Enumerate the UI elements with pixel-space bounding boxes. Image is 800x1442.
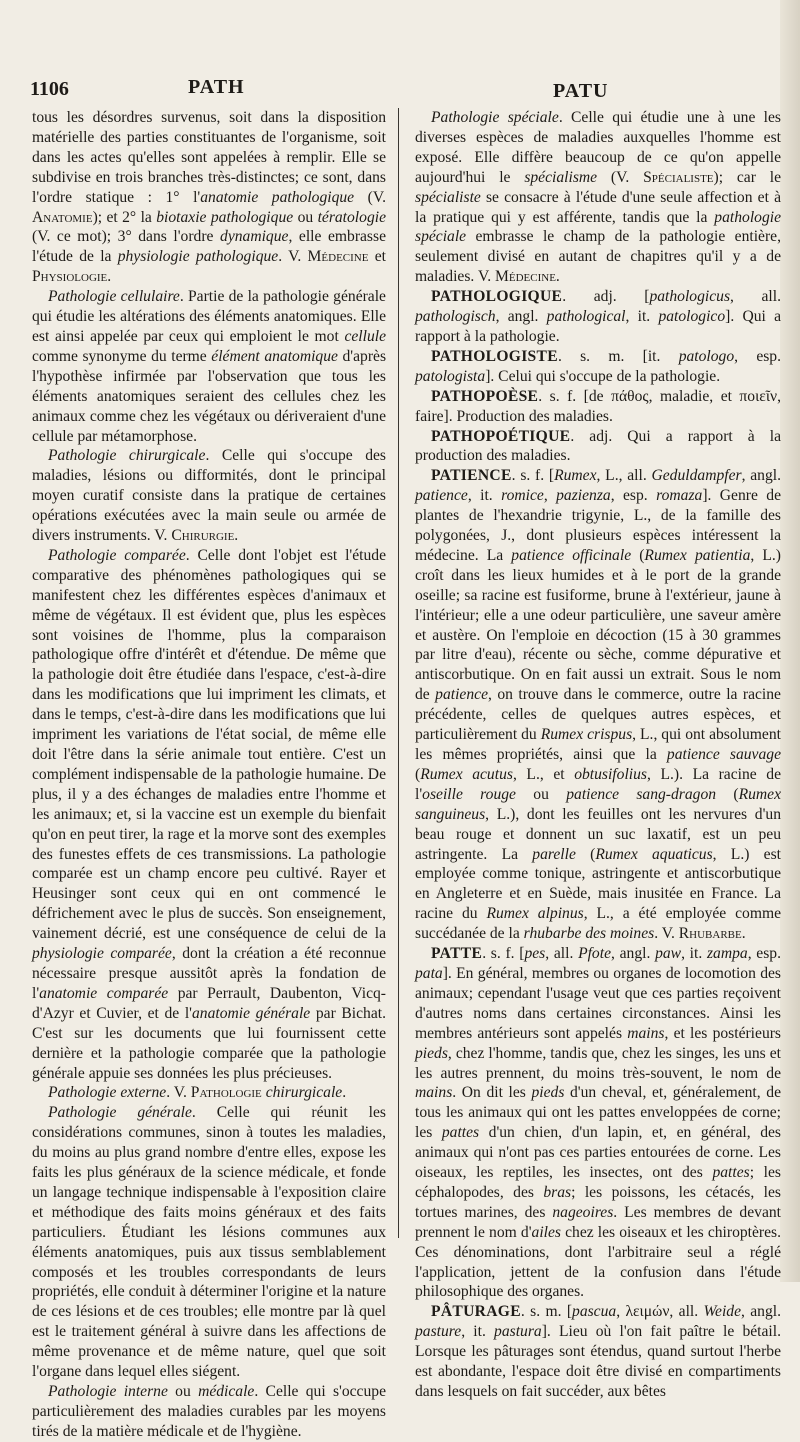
text-run: pathological — [546, 308, 626, 326]
text-run: ]. Qui a rapport à la pathologie. — [415, 308, 781, 345]
text-run: Rumex — [554, 467, 597, 485]
paragraph-p4 — [32, 1083, 386, 1103]
text-run: , esp. — [610, 487, 657, 505]
text-run: , elle embrasse l'étude de la — [32, 228, 386, 266]
text-run: ( — [575, 845, 596, 863]
text-run: Rumex acutus — [420, 765, 513, 783]
text-run: patologo — [678, 347, 735, 365]
text-run: pathologicus — [649, 288, 731, 306]
text-run: ou — [293, 208, 318, 226]
text-run: Pathologie spéciale — [431, 109, 559, 126]
text-run: , L., all. — [596, 467, 652, 485]
text-run: patience sang-dragon — [566, 785, 717, 803]
text-run: zampa — [706, 945, 748, 963]
text-run: ailes — [531, 1223, 561, 1241]
text-run: . adj. Qui a rapport à la production des maladies. — [415, 427, 781, 465]
text-run: , λειμών, all. — [616, 1303, 704, 1321]
paragraph-q7 — [415, 1302, 781, 1402]
text-run: Pathologie comparée — [48, 546, 186, 564]
text-run: romice — [501, 487, 544, 505]
text-run: . Partie de la pathologie générale qui étudie les altérations des éléments anatomiques. Elle est ainsi appelée par ceux qui emploient le mot — [32, 288, 386, 345]
entry-headword: PATHOPOÉTIQUE — [431, 427, 571, 445]
text-run: patologista — [415, 367, 486, 385]
entry-headword: PÂTURAGE — [431, 1303, 521, 1321]
entry-headword: PATIENCE — [431, 467, 512, 485]
text-run: (V. — [354, 188, 386, 206]
text-run: . — [107, 268, 112, 286]
text-run: ); et 2° la — [92, 208, 157, 226]
text-run: Rumex crispus — [540, 726, 633, 744]
text-run: , L.) croît dans les lieux humides et à le port de la grande oseille; sa racine est fusiforme, brune à l'extérieur, jaune à l'intérieur; elle a une odeur particulière, une saveur amère et austère. On l'emploie en décoction (15 à 30 grammes par litre d'eau), récente ou sèche, comme dépurative et antiscorbutique. On en fait aussi un extrait. Sous le nom de — [415, 546, 782, 704]
text-run: patience officinale — [511, 546, 632, 564]
text-run: . Celle dont l'objet est l'étude comparative des phénomènes pathologiques qui se manifestent chez les différentes espèces d'animaux et même de végétaux. Il est évident que, plus les espèces sont voisines de l'homme, plus la comparaison pathologique offre d'intérêt et d'étendue. De même que la pathologie doit être étudiée dans l'espace, c'est-à-dire dans les modifications que lui impriment les climats, et dans le temps, c'est-à-dire dans les modifications que lui impriment les variations de l'état social, de même elle doit l'être dans la série animale tout entière. C'est un complément indispensable de la pathologie humaine. De plus, il y a des échanges de maladies entre l'homme et les animaux; et, si la vaccine est un exemple du bienfait qu'on en peut tirer, la rage et la morve sont des exemples des funestes effets de ces transmissions. La pathologie comparée est un champ encore peu cultivé. Rayer et Heusinger sont ceux qui en ont commencé le défrichement avec le plus de succès. Son enseignement, vainement décrié, est une conséquence de celui de la — [32, 546, 387, 943]
text-run: , esp. — [734, 347, 781, 365]
text-run: . Celle qui étudie une à une les diverses espèces de maladies auxquelles l'homme est exposé. Elle diffère beaucoup de ce qu'on appelle aujourd'hui le — [415, 109, 782, 186]
text-run: pastura — [494, 1323, 542, 1341]
text-run: d'après l'hypothèse infirmée par l'observation que tous les éléments anatomiques seraient des cellules chez les animaux comme chez les végétaux ou dériveraient d'une cellule par métamorphose. — [32, 347, 387, 445]
text-run: d'un cheval, et, généralement, de tous les animaux qui ont les pattes enveloppées de corne; les — [415, 1084, 781, 1142]
paragraph-p2 — [32, 446, 386, 546]
text-run: ]. En général, membres ou organes de locomotion des animaux; cependant l'usage veut que ces parties reçoivent d'autres noms dans certaines circonstances. Ainsi les membres antérieurs sont appelés — [415, 964, 781, 1042]
text-run: , esp. — [747, 945, 781, 963]
paragraph-q0 — [415, 108, 781, 287]
paragraph-q2 — [415, 347, 781, 387]
text-run: pasture — [415, 1323, 462, 1341]
text-run: Médecine — [495, 268, 556, 286]
text-run: pascua — [572, 1303, 617, 1321]
text-run: , L., et — [512, 765, 575, 783]
text-run: mains — [627, 1024, 665, 1042]
text-run: Physiologie — [32, 268, 108, 286]
text-run: , et les postérieurs — [664, 1024, 781, 1042]
text-run: physiologie comparée — [32, 945, 172, 963]
text-run: comme synonyme du terme — [32, 347, 212, 365]
text-run: Pathologie cellulaire — [48, 288, 180, 306]
text-run: ( — [415, 765, 421, 783]
text-run: (V. — [597, 168, 644, 186]
text-run: médicale — [198, 1383, 255, 1400]
text-run: . s. f. [de πάθος, maladie, et ποιεῖν, faire]. Production des maladies. — [415, 387, 781, 425]
paragraph-q4 — [415, 427, 781, 467]
text-run: . s. m. [it. — [557, 347, 679, 365]
text-run: physiologie pathologique — [117, 248, 279, 266]
text-run: Rumex aquaticus — [595, 845, 713, 863]
text-run: romaza — [656, 487, 703, 505]
paragraph-p5 — [32, 1103, 386, 1382]
text-run: , it. — [461, 1323, 495, 1341]
text-run: . On dit les — [452, 1084, 532, 1102]
text-run: spécialisme — [524, 168, 598, 186]
text-run: . s. m. [ — [520, 1303, 573, 1321]
text-run: pieds — [415, 1044, 448, 1062]
text-run: patience sauvage — [666, 746, 781, 763]
text-run: Rumex alpinus — [486, 905, 584, 923]
text-run: ( — [631, 546, 645, 564]
text-run: Pathologie générale — [48, 1104, 192, 1122]
text-run: ou — [515, 785, 567, 803]
text-run: Rhubarbe — [678, 925, 742, 943]
column-rule — [398, 108, 399, 1238]
text-run: , it. — [625, 308, 659, 326]
left-column — [32, 108, 386, 1442]
entry-headword: PATHOLOGIQUE — [431, 288, 563, 306]
text-run: , all. — [545, 945, 579, 963]
text-run: . V. — [166, 1084, 191, 1102]
text-run: dynamique — [220, 228, 289, 246]
text-run: , L.). La racine de l' — [415, 765, 781, 803]
text-run: Rumex sanguineus — [415, 785, 782, 823]
page-number: 1106 — [30, 78, 69, 100]
text-run: . Les membres de devant prennent le nom d' — [415, 1203, 781, 1241]
text-run: pata — [415, 964, 443, 982]
text-run: Pathologie externe — [48, 1084, 167, 1102]
text-run: biotaxie pathologique — [156, 208, 294, 226]
text-run: Pathologie chirurgicale — [48, 447, 206, 465]
text-run: Pathologie — [190, 1084, 262, 1102]
text-run: , it. — [681, 945, 707, 963]
text-run: spécialiste — [415, 188, 481, 206]
text-run: anatomie comparée — [39, 984, 169, 1002]
text-run: tous les désordres survenus, soit dans la disposition matérielle des parties constituantes de l'organisme, soit dans les actes qu'elles sont appelées à remplir. Elle se subdivise en trois branches très-distinctes; ce sont, dans l'ordre statique : 1° l' — [32, 109, 386, 206]
text-run: . V. — [654, 925, 679, 943]
paragraph-p0 — [32, 108, 386, 287]
text-run: pattes — [441, 1124, 480, 1142]
text-run: par Bichat. C'est sur les documents que lui fournissent cette dernière et la pathologie comparée que la pathologie générale appuie ses données les plus précieuses. — [32, 1004, 386, 1082]
text-run: rhubarbe des moines — [523, 925, 655, 943]
text-run: pieds — [531, 1084, 565, 1102]
text-run: . Celle qui réunit les considérations communes, sinon à toutes les maladies, du moins au plus grand nombre d'entre elles, expose les faits les plus généraux de la science médicale, et fonde un langage technique indispensable à l'exposition claire et méthodique des faits moins généraux et des faits particuliers. Étudiant les lésions communes aux éléments anatomiques, puis aux tissus semblablement composés et les troubles correspondants de leurs propriétés, elle conduit à déterminer l'origine et la nature de ces lésions et de ces troubles; elle montre par là quel est le traitement général à suivre dans les affections de même provenance et de même nature, quel que soit l'organe dans lequel elles siégent. — [32, 1104, 386, 1381]
text-run: , angl. — [495, 308, 547, 326]
text-run: Pfote — [578, 945, 611, 963]
text-run: Chirurgie — [171, 527, 235, 545]
text-run: pattes — [712, 1164, 750, 1182]
text-run: , — [543, 487, 557, 505]
text-run: , it. — [467, 487, 502, 505]
text-run: , all. — [730, 288, 781, 306]
text-run: , angl. — [741, 1303, 781, 1321]
text-run: , L., qui ont absolument les mêmes propriétés, ainsi que la — [415, 726, 781, 763]
text-run: ou — [167, 1383, 199, 1400]
text-run: se consacre à l'étude d'une seule affection et à la pratique qui y est afférente, tandis que la — [415, 188, 781, 226]
text-run: parelle — [532, 845, 576, 863]
entry-headword: PATHOLOGISTE — [431, 347, 558, 365]
text-run: , angl. — [611, 945, 656, 963]
text-run: , on trouve dans le commerce, outre la racine précédente, celles de quelques autres espèces, et particulièrement du — [415, 686, 781, 744]
text-run: (V. ce mot); 3° dans l'ordre — [32, 228, 221, 246]
text-run: ( — [716, 785, 739, 803]
text-run: . Celle qui s'occupe des maladies, lésions ou difformités, dont le principal moyen curatif consiste dans la pratique de certaines opérations exécutées avec la main seule ou armée de divers instruments. V. — [32, 447, 386, 545]
text-run: pathologie spéciale — [415, 208, 781, 246]
text-run: ); car le — [713, 168, 782, 186]
text-run: d'un chien, d'un lapin, et, en général, des animaux qui n'ont pas ces parties entourées de corne. Les oiseaux, les reptiles, les insectes, ont des — [415, 1124, 781, 1182]
text-run: , L.) est employée comme tonique, astringente et antiscorbutique en Angleterre et en Suède, mais inusitée en France. La racine du — [415, 845, 782, 923]
text-run: anatomie pathologique — [200, 188, 355, 206]
paragraph-q5 — [415, 466, 781, 944]
text-run: ]. Celui qui s'occupe de la pathologie. — [485, 367, 721, 385]
text-run: Pathologie interne — [48, 1383, 168, 1400]
page-edge-shadow — [780, 0, 800, 1282]
text-run: . s. f. [ — [511, 467, 555, 485]
text-run: . s. f. [ — [482, 945, 525, 963]
text-run: Médecine — [307, 248, 369, 266]
text-run: pathologisch — [415, 308, 496, 326]
text-run: patience — [415, 487, 468, 505]
text-run: ; les poissons, les cétacés, les tortues marines, des — [415, 1183, 781, 1221]
text-run: bras — [543, 1183, 572, 1201]
text-run: chirurgicale — [265, 1084, 343, 1102]
paragraph-q6 — [415, 944, 781, 1302]
text-run: élément anatomique — [211, 347, 338, 365]
text-run: Rumex patientia — [644, 546, 751, 564]
text-run: patience — [435, 686, 488, 704]
text-run: pazienza — [556, 487, 611, 505]
text-run: Geduldampfer — [651, 467, 742, 485]
paragraph-p6 — [32, 1382, 386, 1442]
text-run: oseille rouge — [422, 785, 516, 803]
text-run: pes — [524, 945, 546, 963]
text-run: . Celle qui s'occupe particulièrement des maladies curables par les moyens tirés de la matière médicale et de l'hygiène. — [32, 1383, 386, 1440]
text-run: , dont la création a été reconnue nécessaire presque aussitôt après la fondation de l' — [32, 945, 386, 1002]
paragraph-q1 — [415, 287, 781, 347]
text-run: cellule — [344, 327, 386, 345]
left-running-head: PATH — [188, 76, 245, 98]
text-run: , L., a été employée comme succédanée de la — [415, 905, 782, 943]
entry-headword: PATTE — [431, 945, 483, 963]
text-run: chez les oiseaux et les chiroptères. Ces dénominations, dont l'arbitraire seul a réglé l'application, jettent de la confusion dans l'étude philosophique des organes. — [415, 1223, 782, 1301]
text-run: paw — [655, 945, 682, 963]
paragraph-q3 — [415, 387, 781, 427]
text-run: Anatomie — [32, 208, 93, 226]
text-run: . — [555, 268, 560, 286]
text-run: Spécialiste — [643, 168, 714, 186]
text-run: . V. — [278, 248, 308, 266]
text-run: anatomie générale — [192, 1004, 311, 1022]
right-running-head: PATU — [553, 80, 609, 102]
entry-headword: PATHOPOÈSE — [431, 387, 539, 405]
text-run: . — [741, 925, 746, 943]
text-run: . — [342, 1084, 347, 1102]
paragraph-p1 — [32, 287, 386, 446]
text-run: Weide — [703, 1303, 742, 1321]
text-run: obtusifolius — [574, 765, 647, 783]
text-run: patologico — [658, 308, 726, 326]
text-run: et — [368, 248, 387, 266]
text-run: . — [234, 527, 239, 545]
right-column — [415, 108, 781, 1402]
text-run: ]. Genre de plantes de l'hexandrie trigynie, L., de la famille des polygonées, J., dont plusieurs espèces intéressent la médecine. La — [415, 487, 782, 564]
text-run: ; les céphalopodes, des — [415, 1164, 781, 1201]
text-run: tératologie — [317, 208, 386, 226]
paragraph-p3 — [32, 546, 386, 1083]
text-run: ]. Lieu où l'on fait paître le bétail. Lorsque les pâturages sont étendus, quand surtout l'herbe est abondante, l'espace doit être divisé en compartiments dans lesquels on fait succéder, aux bêtes — [415, 1323, 781, 1400]
text-run: , L.), dont les feuilles ont les nervures d'un beau rouge et donnent un suc laxatif, est un peu astringente. La — [415, 805, 781, 863]
text-run: mains — [415, 1084, 453, 1102]
text-run: nageoires — [552, 1203, 614, 1221]
text-run: , chez l'homme, tandis que, chez les singes, les uns et les autres prennent, du moins très-souvent, le nom de — [415, 1044, 781, 1082]
running-header — [0, 74, 800, 104]
text-run: par Perrault, Daubenton, Vicq-d'Azyr et Cuvier, et de l' — [32, 984, 386, 1022]
text-run: . adj. [ — [562, 288, 650, 306]
text-run: , angl. — [741, 467, 781, 485]
text-run: embrasse le champ de la pathologie entière, seulement divisé en autant de chapitres qu'il y a de maladies. V. — [415, 228, 781, 286]
